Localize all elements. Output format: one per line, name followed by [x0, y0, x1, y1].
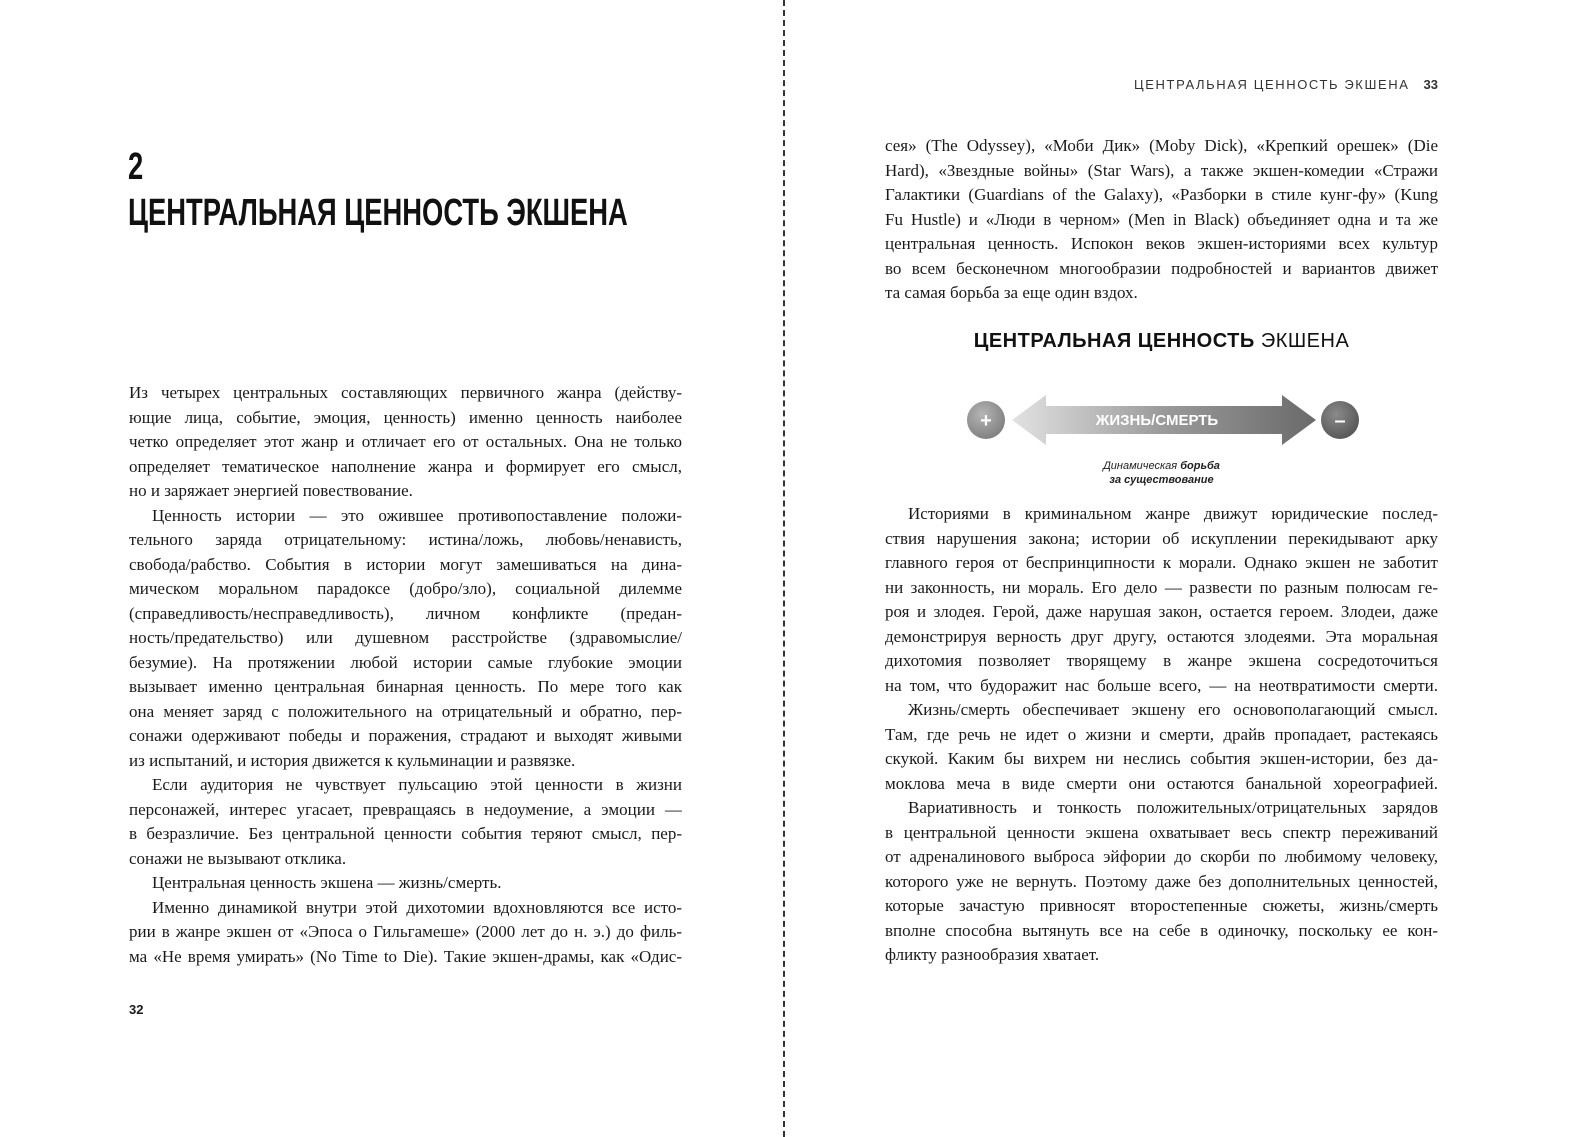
text-line: персонажей, интерес угасает, превращаясь в недоумение, а эмоции — — [129, 799, 682, 819]
text-line: Там, где речь не идет о жизни и смерти, драйв пропадает, растекаясь — [885, 724, 1438, 744]
value-spectrum-diagram — [960, 390, 1380, 450]
diagram-title-bold: ЦЕНТРАЛЬНАЯ ЦЕННОСТЬ — [973, 330, 1255, 352]
text-line: из испытаний, и история движется к кульминации и развязке. — [129, 750, 576, 770]
text-line: Fu Hustle) и «Люди в черном» (Men in Black) объединяет одна и та же — [885, 209, 1438, 229]
text-line: сонажи одерживают победы и поражения, страдают и выходят живыми — [129, 726, 682, 745]
text-line: ность/предательство) или душевном расстройстве (здравомыслие/ — [129, 628, 682, 647]
text-line: мическом моральном парадоксе (добро/зло), социальной дилемме — [129, 579, 682, 598]
text-line: определяет тематическое наполнение жанра и формирует его смысл, — [129, 456, 682, 476]
text-line: вполне способна вытянуть все на себе в одиночку, поскольку ее кон- — [885, 920, 1438, 940]
text-line: Жизнь/смерть обеспечивает экшену его основополагающий смысл. — [908, 700, 1438, 719]
text-line: Если аудитория не чувствует пульсацию этой ценности в жизни — [152, 775, 682, 794]
diagram-caption — [885, 459, 1438, 487]
chapter-title: ЦЕНТРАЛЬНАЯ ЦЕННОСТЬ ЭКШЕНА — [128, 192, 628, 234]
text-line: Из четырех центральных составляющих первичного жанра (действу- — [129, 383, 682, 402]
left-body-text — [129, 381, 682, 969]
text-line: вызывает именно центральная бинарная ценность. По мере того как — [129, 677, 682, 696]
text-line: фликту разнообразия хватает. — [885, 945, 1100, 964]
text-line: сонажи не вызывают отклика. — [129, 848, 347, 868]
text-line: но и заряжает энергией повествование. — [129, 481, 413, 500]
text-line: на том, что будоражит нас больше всего, — на неотвратимости смерти. — [885, 675, 1438, 695]
text-line: ствия нарушения закона; истории об искуплении перекидывают арку — [885, 528, 1438, 548]
text-line: демонстрируя верность друг другу, остаются злодеями. Эта моральная — [885, 626, 1438, 646]
text-line: Hard), «Звездные войны» (Star Wars), а также экшен-комедии «Стражи — [885, 160, 1438, 180]
plus-pole-icon — [967, 401, 1005, 439]
text-line: дихотомия позволяет творящему в жанре экшена сосредоточиться — [885, 651, 1438, 670]
arrow-label: ЖИЗНЬ/СМЕРТЬ — [1095, 412, 1219, 429]
text-line: Центральная ценность экшена — жизнь/смерть. — [152, 873, 502, 892]
text-line: во всем бесконечном многообразии подробностей и вариантов движет — [885, 258, 1438, 278]
text-line: роя и злодея. Герой, даже нарушая закон, остается героем. Злодеи, даже — [885, 602, 1438, 621]
svg-text:–: – — [1334, 410, 1346, 432]
chapter-number: 2 — [128, 146, 144, 188]
right-body-text — [885, 502, 1438, 968]
text-line: Ценность истории — это ожившее противопоставление положи- — [152, 505, 682, 525]
caption-bold: борьба — [1180, 460, 1220, 472]
running-head-title: ЦЕНТРАЛЬНАЯ ЦЕННОСТЬ ЭКШЕНА — [1134, 77, 1410, 92]
minus-pole-icon — [1321, 401, 1359, 439]
text-line: в центральной ценности экшена охватывает весь спектр переживаний — [885, 822, 1438, 842]
text-line: центральная ценность. Испокон веков экшен-историями всех культур — [885, 234, 1438, 253]
right-page-number: 33 — [1423, 77, 1438, 92]
page-gutter-divider — [783, 0, 785, 1137]
text-line: ющие лица, событие, эмоция, ценность) именно ценность наиболее — [129, 407, 682, 427]
right-intro-text — [885, 134, 1438, 306]
text-line: в безразличие. Без центральной ценности события теряют смысл, пер- — [129, 824, 682, 843]
text-line: главного героя от беспринципности к морали. Однако экшен не заботит — [885, 553, 1438, 572]
text-line: Историями в криминальном жанре движут юридические послед- — [908, 504, 1438, 523]
text-line: от адреналинового выброса эйфории до скорби по любимому человеку, — [885, 847, 1438, 866]
running-head — [1134, 77, 1438, 92]
diagram-title-light: ЭКШЕНА — [1260, 330, 1350, 352]
text-line: сея» (The Odyssey), «Моби Дик» (Moby Dick), «Крепкий орешек» (Die — [885, 136, 1438, 155]
caption-line2: за существование — [1109, 474, 1214, 486]
text-line: ни законность, ни мораль. Его дело — развести по разным полюсам ге- — [885, 577, 1438, 597]
diagram-title — [885, 330, 1438, 353]
text-line: та самая борьба за еще один вздох. — [885, 283, 1138, 302]
text-line: которые зачастую привносят второстепенные сюжеты, жизнь/смерть — [885, 896, 1438, 915]
text-line: которого уже не вернуть. Поэтому даже без дополнительных ценностей, — [885, 871, 1438, 891]
text-line: (справедливость/несправедливость), личном конфликте (предан- — [129, 603, 682, 623]
text-line: Именно динамикой внутри этой дихотомии вдохновляются все исто- — [152, 897, 682, 917]
text-line: моклова меча в виде смерти они остаются банальной хореографией. — [885, 773, 1438, 793]
text-line: безумие). На протяжении любой истории самые глубокие эмоции — [129, 652, 682, 672]
text-line: ма «Не время умирать» (No Time to Die). Такие экшен-драмы, как «Одис- — [129, 946, 682, 966]
text-line: свобода/рабство. События в истории могут замешиваться на дина- — [129, 554, 682, 574]
caption-italic: Динамическая — [1103, 460, 1178, 472]
text-line: Вариативность и тонкость положительных/отрицательных зарядов — [908, 798, 1438, 817]
text-line: четко определяет этот жанр и отличает его от остальных. Она не только — [129, 432, 682, 451]
text-line: Галактики (Guardians of the Galaxy), «Разборки в стиле кунг-фу» (Kung — [885, 185, 1438, 204]
text-line: тельного заряда отрицательному: истина/ложь, любовь/ненависть, — [129, 530, 682, 549]
svg-text:+: + — [980, 410, 992, 432]
text-line: она меняет заряд с положительного на отрицательный и обратно, пер- — [129, 701, 682, 721]
text-line: рии в жанре экшен от «Эпоса о Гильгамеше» (2000 лет до н. э.) до филь- — [129, 922, 682, 941]
text-line: скукой. Каким бы вихрем ни неслись события экшен-истории, без да- — [885, 749, 1438, 768]
left-page-number: 32 — [129, 1002, 144, 1017]
